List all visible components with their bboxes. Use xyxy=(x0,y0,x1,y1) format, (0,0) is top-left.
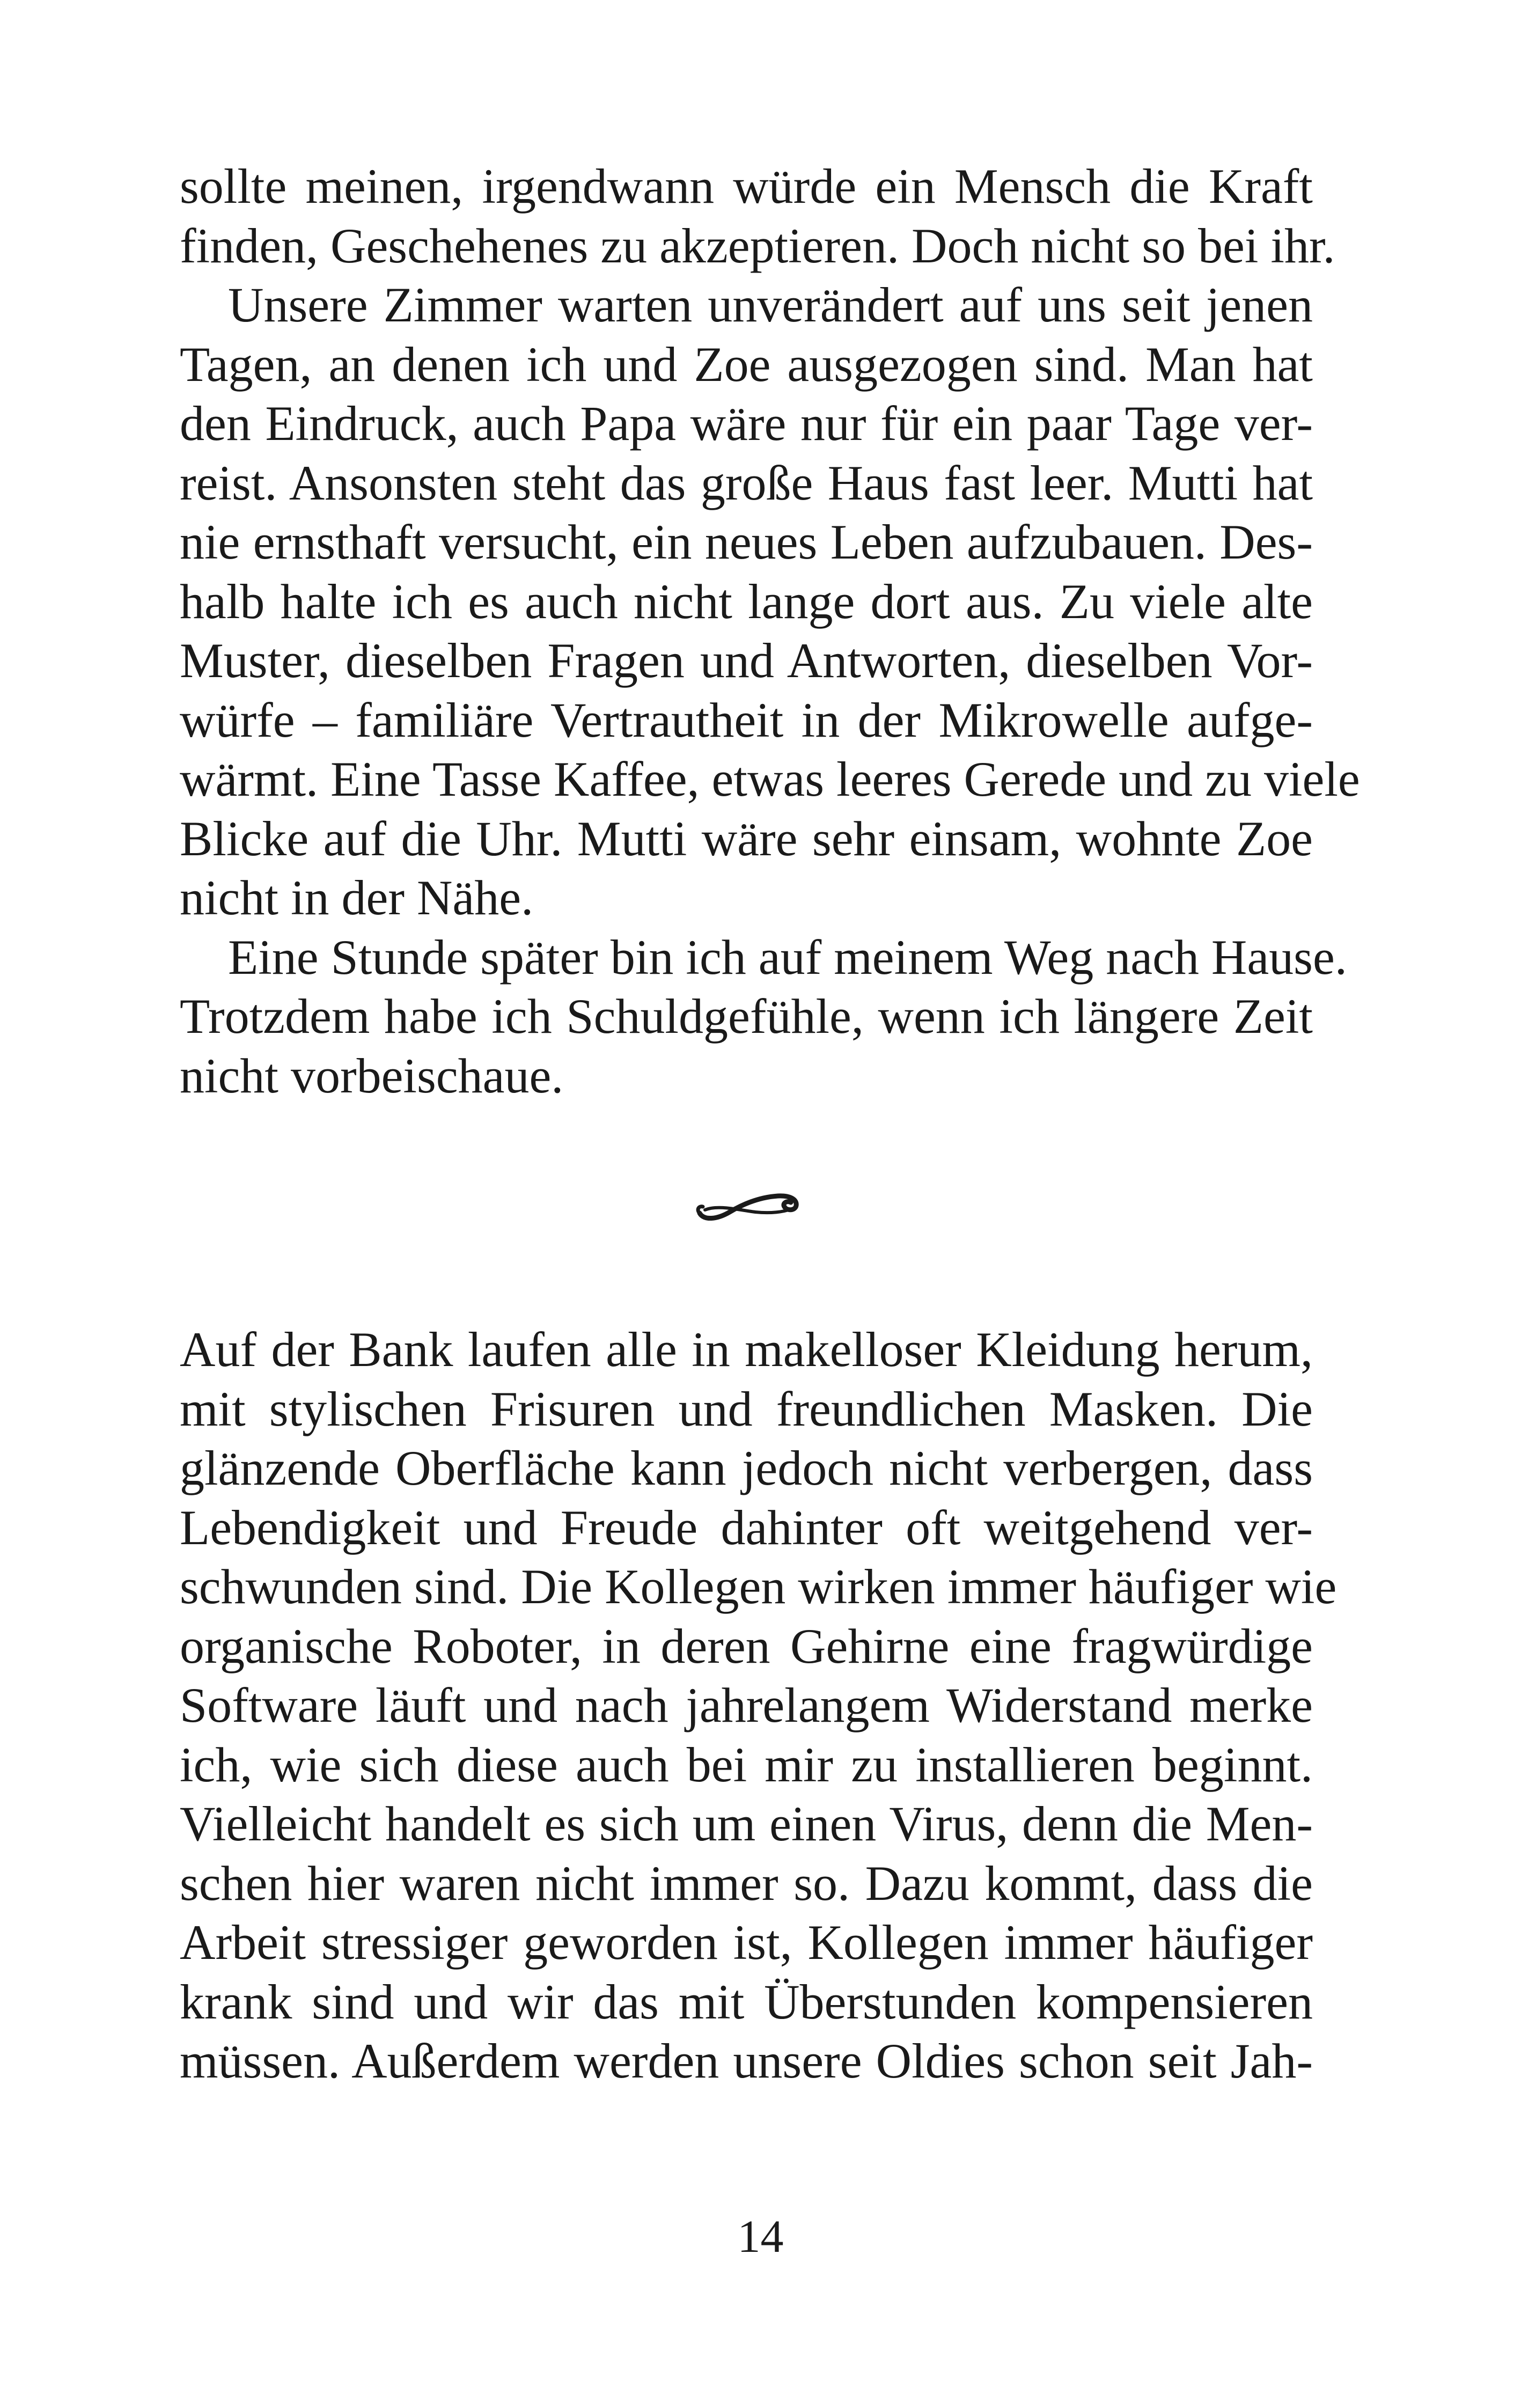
flourish-ornament-icon xyxy=(692,1188,805,1226)
text-line: Blicke auf die Uhr. Mutti wäre sehr einsam, wohnte Zoe xyxy=(180,811,1313,866)
text-line: müssen. Außerdem werden unsere Oldies schon seit Jah- xyxy=(180,2033,1313,2088)
text-line: glänzende Oberfläche kann jedoch nicht verbergen, dass xyxy=(180,1441,1313,1495)
text-line: sollte meinen, irgendwann würde ein Mensch die Kraft xyxy=(180,159,1313,214)
text-line: mit stylischen Frisuren und freundlichen Masken. Die xyxy=(180,1381,1313,1436)
text-line: nie ernsthaft versucht, ein neues Leben aufzubauen. Des- xyxy=(180,515,1313,569)
text-line: nicht vorbeischaue. xyxy=(180,1048,564,1103)
text-line: Lebendigkeit und Freude dahinter oft weitgehend ver- xyxy=(180,1500,1313,1555)
text-line: krank sind und wir das mit Überstunden kompensieren xyxy=(180,1974,1313,2029)
text-line: finden, Geschehenes zu akzeptieren. Doch nicht so bei ihr. xyxy=(180,218,1335,273)
text-line: Auf der Bank laufen alle in makelloser Kleidung herum, xyxy=(180,1322,1313,1377)
text-line: würfe – familiäre Vertrautheit in der Mikrowelle aufge- xyxy=(180,692,1313,747)
text-line: Tagen, an denen ich und Zoe ausgezogen sind. Man hat xyxy=(180,336,1313,392)
text-line: schen hier waren nicht immer so. Dazu kommt, dass die xyxy=(180,1855,1313,1911)
text-line: halb halte ich es auch nicht lange dort aus. Zu viele alte xyxy=(180,574,1313,629)
text-line: Muster, dieselben Fragen und Antworten, dieselben Vor- xyxy=(180,633,1313,688)
text-line: Unsere Zimmer warten unverändert auf uns seit jenen xyxy=(228,277,1313,332)
text-line: nicht in der Nähe. xyxy=(180,870,534,925)
page-number: 14 xyxy=(737,2211,784,2262)
text-line: Arbeit stressiger geworden ist, Kollegen immer häufiger xyxy=(180,1915,1313,1970)
text-line: wärmt. Eine Tasse Kaffee, etwas leeres Gerede und zu viele xyxy=(180,752,1360,806)
text-line: organische Roboter, in deren Gehirne eine fragwürdige xyxy=(180,1618,1313,1673)
text-line: schwunden sind. Die Kollegen wirken immer häufiger wie xyxy=(180,1559,1337,1614)
text-line: reist. Ansonsten steht das große Haus fast leer. Mutti hat xyxy=(180,455,1313,510)
text-line: Eine Stunde später bin ich auf meinem Weg nach Hause. xyxy=(228,929,1347,985)
text-line: ich, wie sich diese auch bei mir zu installieren beginnt. xyxy=(180,1737,1313,1792)
text-line: Software läuft und nach jahrelangem Widerstand merke xyxy=(180,1678,1313,1732)
text-line: Trotzdem habe ich Schuldgefühle, wenn ich längere Zeit xyxy=(180,989,1313,1044)
text-line: den Eindruck, auch Papa wäre nur für ein paar Tage ver- xyxy=(180,396,1313,451)
text-line: Vielleicht handelt es sich um einen Virus, denn die Men- xyxy=(180,1796,1313,1851)
